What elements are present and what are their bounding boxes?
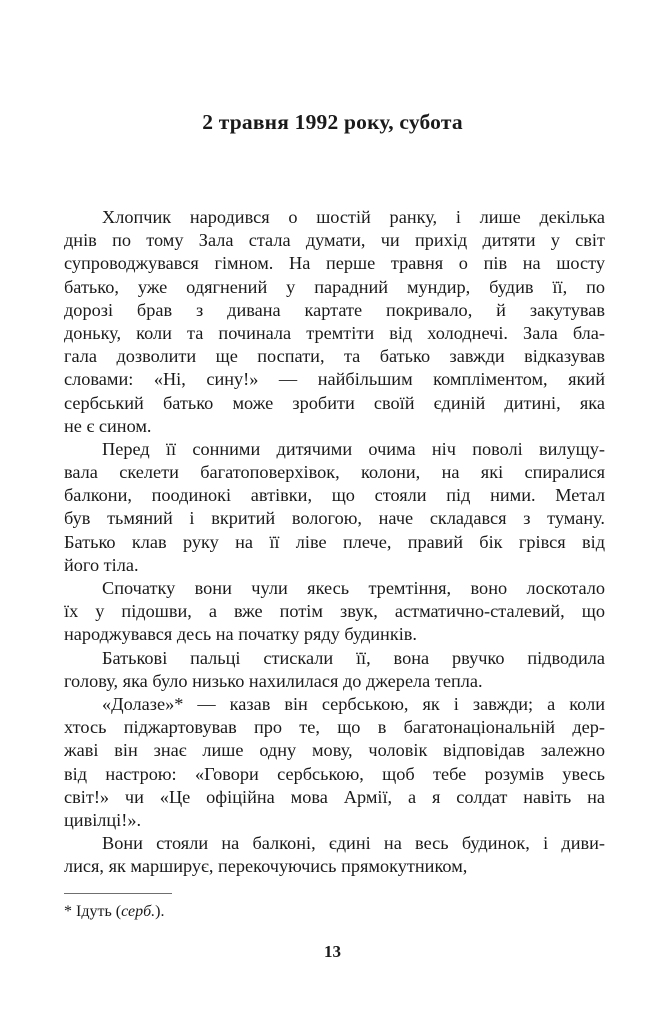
text-line: Батькові пальці стискали її, вона рвучко підводила — [102, 647, 605, 668]
text-line: словами: «Ні, сину!» — найбільшим компліментом, який — [64, 369, 605, 390]
footnote-marker: * — [64, 903, 72, 920]
text-line: сербський батько може зробити своїй єдиній дитині, яка — [64, 392, 605, 413]
body-text — [64, 206, 605, 878]
text-line: Вони стояли на балконі, єдині на весь будинок, і диви- — [102, 833, 605, 854]
text-line: батько, уже одягнений у парадний мундир, будив її, по — [64, 276, 605, 297]
text-line: Хлопчик народився о шостій ранку, і лише декілька — [102, 207, 605, 227]
footnote — [64, 901, 605, 922]
footnote-rule — [64, 893, 172, 894]
text-line: від настрою: «Говори сербською, щоб тебе розумів увесь — [64, 763, 605, 784]
text-line: світ!» чи «Це офіційна мова Армії, а я солдат навіть на — [64, 786, 605, 807]
paragraph — [64, 206, 605, 438]
text-line: дорозі брав з дивана картате покривало, й закутував — [64, 299, 605, 320]
text-line: голову, яка було низько нахилилася до джерела тепла. — [64, 670, 483, 691]
text-line: його тіла. — [64, 554, 139, 575]
paragraph — [64, 693, 605, 832]
text-line: хтось піджартовував про те, що в багатонаціональній дер- — [64, 717, 605, 738]
paragraph — [64, 438, 605, 577]
chapter-heading: 2 травня 1992 року, субота — [202, 110, 463, 134]
footnote-text-end: ). — [155, 903, 165, 920]
paragraph — [64, 832, 605, 878]
paragraph — [64, 647, 605, 693]
footnote-text: Ідуть ( — [72, 903, 122, 920]
page-number: 13 — [324, 942, 341, 961]
text-line: доньку, коли та починала тремтіти від холоднечі. Зала бла- — [64, 322, 605, 343]
text-line: Спочатку вони чули якесь тремтіння, воно лоскотало — [102, 578, 605, 598]
text-line: народжувався десь на початку ряду будинків. — [64, 624, 418, 645]
text-line: жаві він знає лише одну мову, чоловік відповідав залежно — [64, 740, 605, 761]
text-line: вала скелети багатоповерхівок, колони, на які спиралися — [64, 462, 605, 483]
text-line: Батько клав руку на її ліве плече, правий бік грівся від — [64, 531, 605, 552]
text-line: супроводжувався гімном. На перше травня о пів на шосту — [64, 253, 605, 274]
text-line: Перед її сонними дитячими очима ніч поволі вилущу- — [102, 438, 605, 459]
text-line: «Долазе»* — казав він сербською, як і завжди; а коли — [102, 693, 605, 714]
footnote-language-label: серб. — [121, 903, 156, 920]
text-line: лися, як марширує, перекочуючись прямокутником, — [64, 856, 468, 877]
text-line: не є сином. — [64, 415, 152, 436]
paragraph — [64, 577, 605, 647]
text-line: їх у підошви, а вже потім звук, астматично-сталевий, що — [64, 601, 605, 622]
text-line: днів по тому Зала стала думати, чи прихід дитяти у світ — [64, 230, 605, 251]
text-line: цивілці!». — [64, 809, 142, 830]
text-line: був тьмяний і вкритий вологою, наче складався з туману. — [64, 508, 605, 529]
text-line: гала дозволити ще поспати, та батько завжди відказував — [64, 346, 605, 367]
text-line: балкони, поодинокі автівки, що стояли під ними. Метал — [64, 485, 605, 506]
